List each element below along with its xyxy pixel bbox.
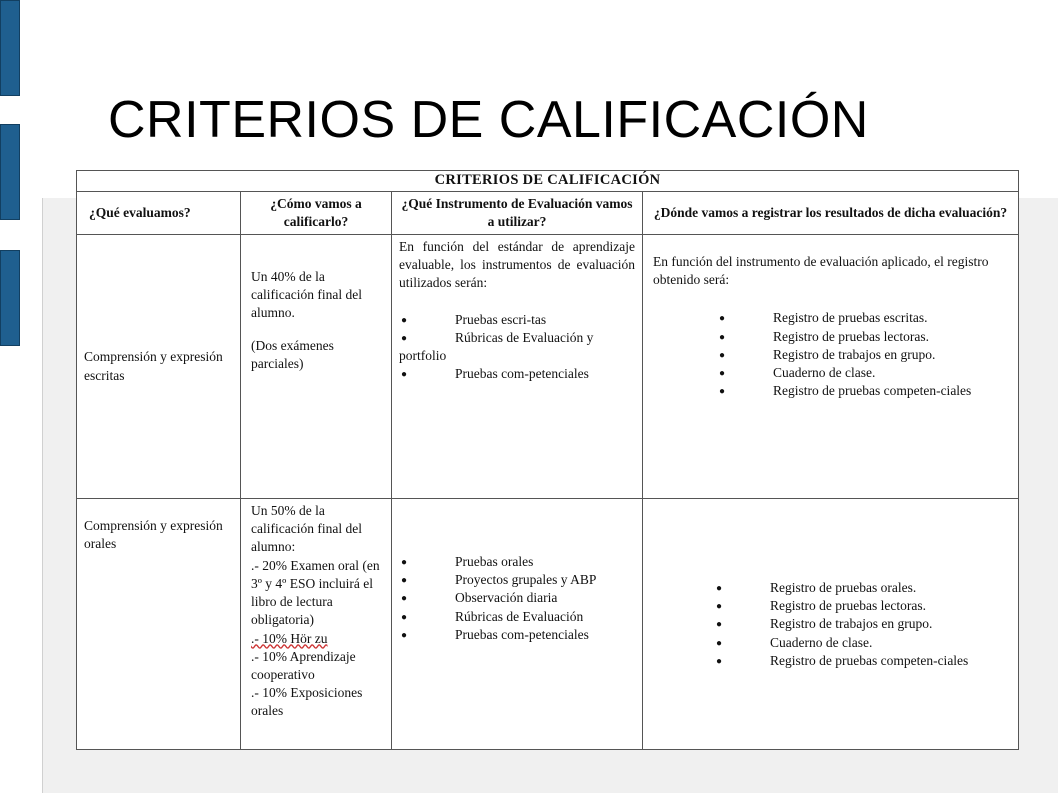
bullet-icon	[714, 615, 770, 633]
accent-bar-middle	[0, 124, 20, 220]
bullet-icon	[714, 652, 770, 670]
bullet-icon	[714, 597, 770, 615]
grading-text: Un 50% de la calificación final del alumno:	[251, 503, 362, 555]
bullet-icon	[717, 364, 773, 382]
list-item: ●Registro de pruebas competen-ciales	[717, 382, 1011, 400]
records-oral	[643, 499, 1019, 750]
record-list	[650, 579, 1011, 670]
list-item: ●Observación diaria	[399, 589, 635, 607]
list-item: ●Registro de pruebas orales.	[714, 579, 1011, 597]
grading-text: .- 10% Exposiciones orales	[251, 685, 363, 719]
header-what: ¿Qué evaluamos?	[77, 191, 241, 234]
list-item: ●Registro de pruebas escritas.	[717, 309, 1011, 327]
grading-text: .- 10% Aprendizaje cooperativo	[251, 648, 356, 682]
instruments-oral	[392, 499, 643, 750]
list-item: ●Pruebas com-petenciales	[399, 626, 635, 644]
bullet-icon	[714, 579, 770, 597]
grading-text: (Dos exámenes parciales)	[251, 337, 334, 371]
bullet-icon	[399, 571, 455, 589]
bullet-icon	[399, 626, 455, 644]
criterion-written: Comprensión y expresión escritas	[77, 235, 241, 499]
bullet-icon	[399, 311, 455, 329]
list-item: ●Registro de pruebas competen-ciales	[714, 652, 1011, 670]
bullet-icon	[717, 382, 773, 400]
list-item: ●Pruebas orales	[399, 553, 635, 571]
bullet-icon	[399, 608, 455, 626]
grading-text: Un 40% de la calificación final del alumno.	[251, 269, 362, 321]
bullet-icon	[399, 329, 455, 347]
header-record: ¿Dónde vamos a registrar los resultados de dicha evaluación?	[643, 191, 1019, 234]
records-written	[643, 235, 1019, 499]
bullet-icon	[717, 309, 773, 327]
list-item: ●Rúbricas de Evaluación	[399, 608, 635, 626]
instrument-list	[399, 311, 635, 384]
list-item: ●Cuaderno de clase.	[717, 364, 1011, 382]
list-item: ●Registro de pruebas lectoras.	[714, 597, 1011, 615]
list-item: ●Registro de pruebas lectoras.	[717, 328, 1011, 346]
instrument-intro: En función del estándar de aprendizaje evaluable, los instrumentos de evaluación utilizados serán:	[399, 239, 635, 291]
record-intro: En función del instrumento de evaluación aplicado, el registro obtenido será:	[653, 254, 989, 288]
instrument-list	[399, 553, 635, 644]
table-row	[77, 235, 1019, 499]
header-instrument: ¿Qué Instrumento de Evaluación vamos a utilizar?	[392, 191, 643, 234]
criteria-table	[76, 170, 1019, 750]
criterion-oral: Comprensión y expresión orales	[77, 499, 241, 750]
list-item: ●Cuaderno de clase.	[714, 634, 1011, 652]
bullet-icon	[717, 328, 773, 346]
table-row	[77, 499, 1019, 750]
accent-bar-top	[0, 0, 20, 96]
grading-oral	[241, 499, 392, 750]
grading-text: .- 20% Examen oral (en 3º y 4º ESO incluirá el libro de lectura obligatoria)	[251, 557, 380, 628]
header-how: ¿Cómo vamos a calificarlo?	[241, 191, 392, 234]
list-item: ●Rúbricas de Evaluación y portfolio	[399, 329, 635, 365]
instruments-written	[392, 235, 643, 499]
accent-bar-bottom	[0, 250, 20, 346]
slide-title: CRITERIOS DE CALIFICACIÓN	[108, 91, 869, 149]
list-item: ●Registro de trabajos en grupo.	[714, 615, 1011, 633]
bullet-icon	[399, 365, 455, 383]
list-item: ●Pruebas escri-tas	[399, 311, 635, 329]
bullet-icon	[717, 346, 773, 364]
list-item: ●Proyectos grupales y ABP	[399, 571, 635, 589]
criteria-table-image	[76, 170, 1018, 750]
record-list	[653, 309, 1011, 400]
bullet-icon	[399, 553, 455, 571]
list-item: ●Pruebas com-petenciales	[399, 365, 635, 383]
table-header-row	[77, 191, 1019, 234]
table-caption-row	[77, 171, 1019, 192]
list-item: ●Registro de trabajos en grupo.	[717, 346, 1011, 364]
grading-written	[241, 235, 392, 499]
bullet-icon	[399, 589, 455, 607]
table-caption: CRITERIOS DE CALIFICACIÓN	[77, 171, 1019, 192]
bullet-icon	[714, 634, 770, 652]
grading-text: .- 10% Hör zu	[251, 630, 328, 646]
